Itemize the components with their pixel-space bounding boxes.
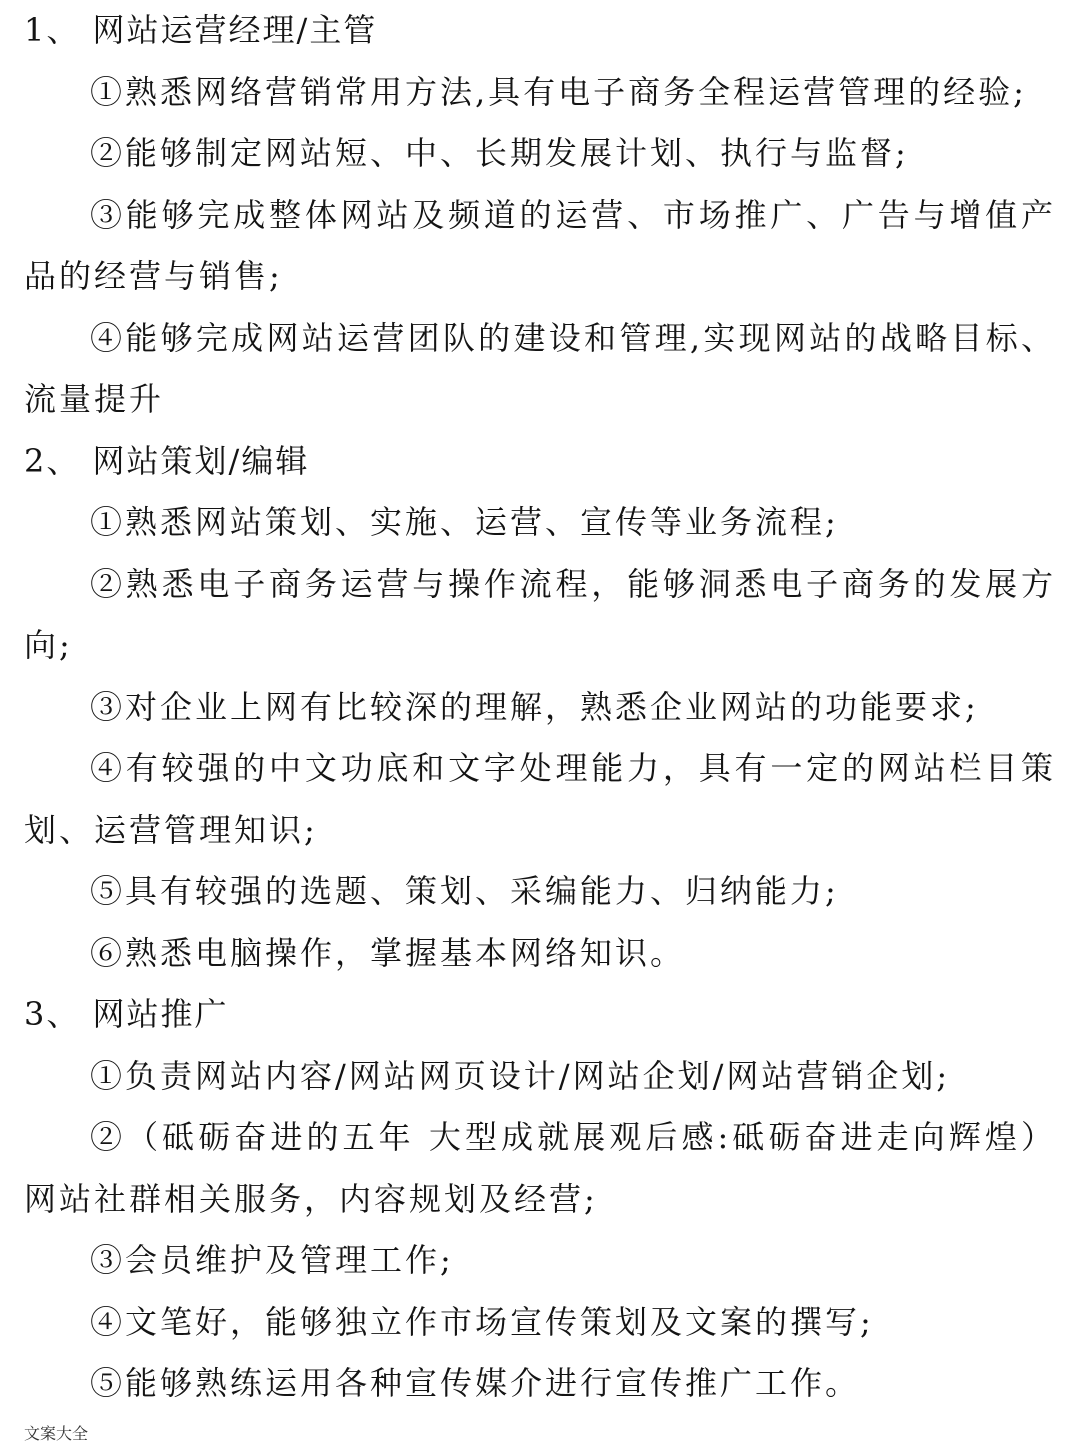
- list-item: ③会员维护及管理工作;: [90, 1241, 454, 1279]
- document-page: [24, 0, 1056, 1415]
- list-item: ③能够完成整体网站及频道的运营、市场推广、广告与增值产品的经营与销售;: [24, 195, 1056, 295]
- list-item: ②能够制定网站短、中、长期发展计划、执行与监督;: [90, 134, 909, 172]
- list-item: ⑤具有较强的选题、策划、采编能力、归纳能力;: [90, 872, 839, 910]
- section-2: [24, 431, 1056, 985]
- list-item: ④能够完成网站运营团队的建设和管理,实现网站的战略目标、流量提升: [24, 318, 1056, 418]
- list-item: ②（砥砺奋进的五年 大型成就展观后感:砥砺奋进走向辉煌）网站社群相关服务，内容规划及经营;: [24, 1118, 1056, 1218]
- footer-caption: 文案大全: [24, 1424, 89, 1443]
- list-item: ④有较强的中文功底和文字处理能力，具有一定的网站栏目策划、运营管理知识;: [24, 749, 1056, 849]
- list-item: ⑥熟悉电脑操作，掌握基本网络知识。: [90, 933, 686, 972]
- list-item: ①熟悉网站策划、实施、运营、宣传等业务流程;: [90, 503, 839, 541]
- list-item: ③对企业上网有比较深的理解，熟悉企业网站的功能要求;: [90, 687, 979, 726]
- section-3: [24, 984, 1056, 1415]
- section-heading: 1、 网站运营经理/主管: [24, 11, 378, 49]
- list-item: ④文笔好，能够独立作市场宣传策划及文案的撰写;: [90, 1302, 874, 1341]
- section-heading: 2、 网站策划/编辑: [24, 441, 310, 480]
- section-heading: 3、 网站推广: [24, 995, 229, 1033]
- list-item: ②熟悉电子商务运营与操作流程，能够洞悉电子商务的发展方向;: [24, 564, 1056, 664]
- list-item: ①熟悉网络营销常用方法,具有电子商务全程运营管理的经验;: [90, 72, 1027, 111]
- list-item: ⑤能够熟练运用各种宣传媒介进行宣传推广工作。: [90, 1364, 861, 1402]
- section-1: [24, 0, 1056, 431]
- list-item: ①负责网站内容/网站网页设计/网站企划/网站营销企划;: [90, 1056, 951, 1095]
